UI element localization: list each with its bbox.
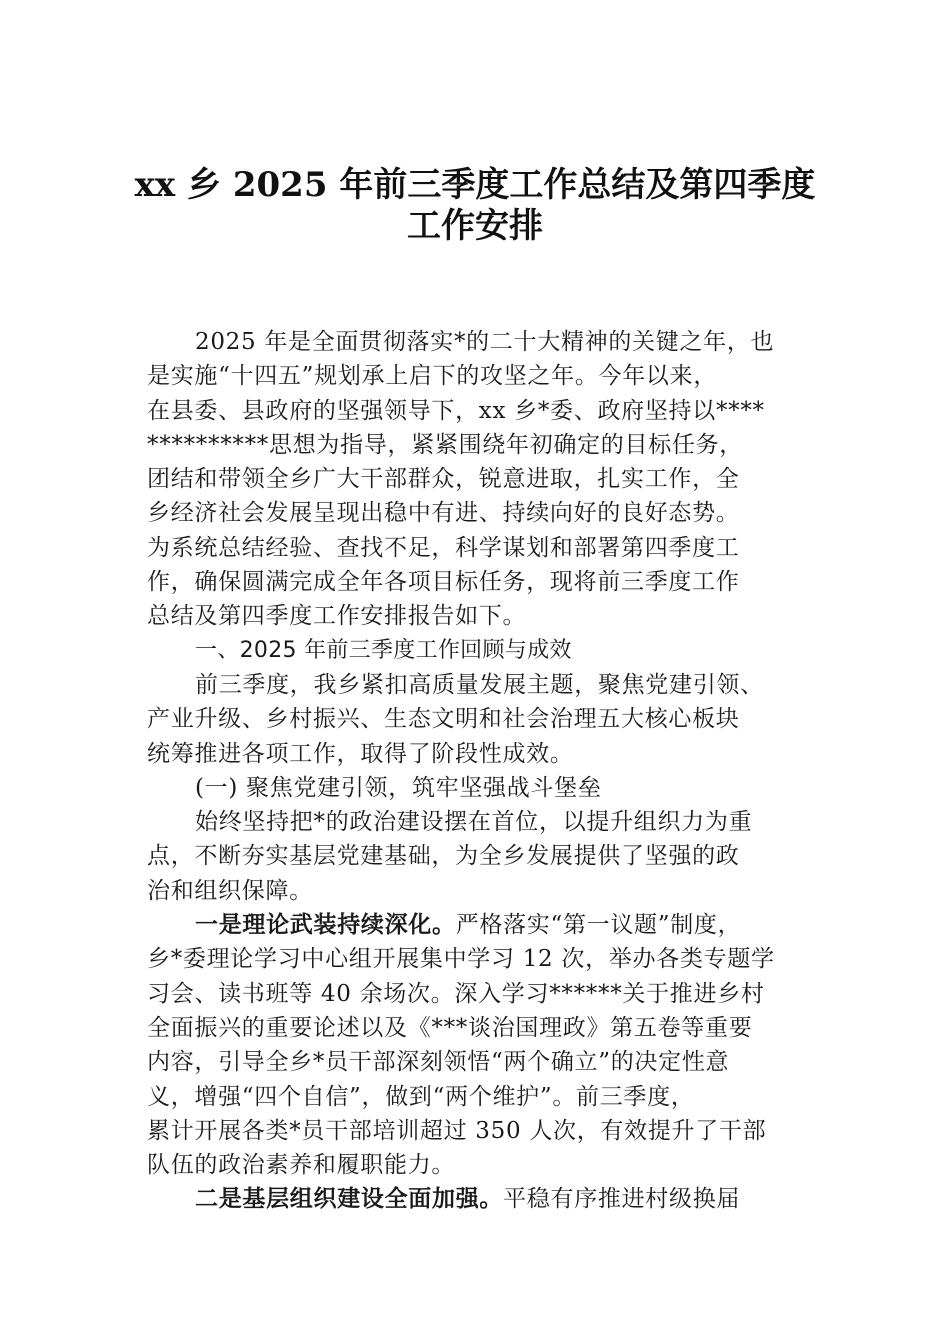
intro-line: 总结及第四季度工作安排报告如下。 — [147, 603, 527, 630]
intro-line: 2025 年是全面贯彻落实*的二十大精神的关键之年，也 — [195, 329, 775, 355]
point-2-lead: 二是基层组织建设全面加强。 — [195, 1185, 504, 1213]
point-1-first-line — [147, 908, 807, 942]
section-1-line: 统筹推进各项工作，取得了阶段性成效。 — [147, 740, 574, 767]
section-1-line: 前三季度，我乡紧扣高质量发展主题，聚焦党建引领、 — [195, 671, 764, 698]
point-1-first-line-rest: 严格落实“第一议题”制度， — [455, 912, 742, 939]
intro-line: 是实施“十四五”规划承上启下的攻坚之年。今年以来， — [147, 363, 718, 390]
point-2-first-line-rest: 平稳有序推进村级换届 — [503, 1186, 741, 1213]
intro-line: 乡经济社会发展呈现出稳中有进、持续向好的良好态势。 — [147, 500, 740, 527]
intro-line: 在县委、县政府的坚强领导下，xx 乡*委、政府坚持以**** — [147, 397, 765, 424]
document-title-line-2: 工作安排 — [407, 206, 543, 246]
point-1-line: 习会、读书班等 40 余场次。深入学习******关于推进乡村 — [147, 980, 765, 1007]
intro-line: 团结和带领全乡广大干部群众，锐意进取，扎实工作，全 — [147, 466, 740, 493]
subsection-1-heading: (一) 聚焦党建引领，筑牢坚强战斗堡垒 — [195, 774, 602, 801]
point-1-line: 内容，引导全乡*员干部深刻领悟“两个确立”的决定性意 — [147, 1049, 730, 1076]
subsection-1-line: 点，不断夯实基层党建基础，为全乡发展提供了坚强的政 — [147, 843, 740, 870]
point-1-line: 累计开展各类*员干部培训超过 350 人次，有效提升了干部 — [147, 1117, 767, 1144]
intro-line: 为系统总结经验、查找不足，科学谋划和部署第四季度工 — [147, 534, 740, 561]
subsection-1-line: 始终坚持把*的政治建设摆在首位，以提升组织力为重 — [195, 809, 753, 836]
point-1-line: 队伍的政治素养和履职能力。 — [147, 1152, 456, 1179]
intro-line: **********思想为指导，紧紧围绕年初确定的目标任务， — [147, 431, 743, 458]
section-1-heading: 一、2025 年前三季度工作回顾与成效 — [195, 637, 572, 663]
point-2-first-line — [147, 1182, 807, 1216]
point-1-line: 乡*委理论学习中心组开展集中学习 12 次，举办各类专题学 — [147, 946, 775, 973]
intro-line: 作，确保圆满完成全年各项目标任务，现将前三季度工作 — [147, 569, 740, 596]
document-title-line-1: xx 乡 2025 年前三季度工作总结及第四季度 — [134, 165, 816, 205]
point-1-line: 全面振兴的重要论述以及《***谈治国理政》第五卷等重要 — [147, 1014, 753, 1041]
document-body — [147, 325, 807, 1217]
point-1-lead: 一是理论武装持续深化。 — [195, 911, 456, 939]
subsection-1-line: 治和组织保障。 — [147, 877, 313, 904]
section-1-line: 产业升级、乡村振兴、生态文明和社会治理五大核心板块 — [147, 706, 740, 733]
point-1-line: 义，增强“四个自信”，做到“两个维护”。前三季度， — [147, 1083, 695, 1110]
